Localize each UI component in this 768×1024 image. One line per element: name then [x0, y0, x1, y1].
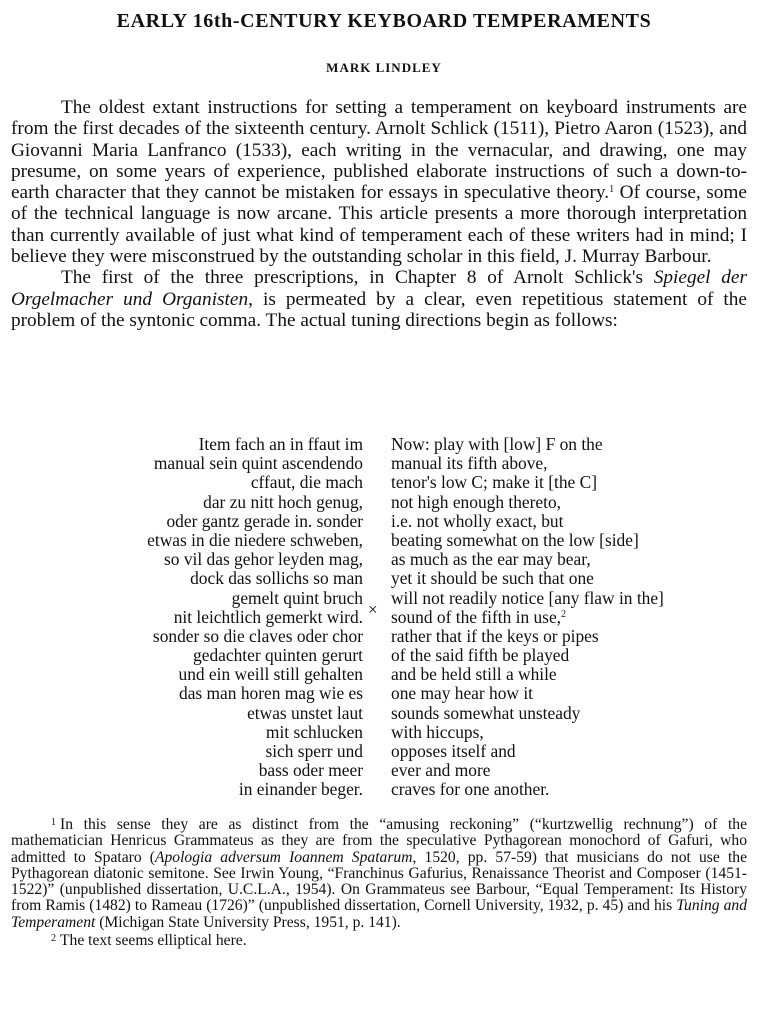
verse-english-text: beating somewhat on the low [side] [391, 529, 639, 550]
verse-english-text: not high enough thereto, [391, 491, 562, 512]
verse-row [0, 454, 768, 473]
verse-english-text: craves for one another. [391, 779, 550, 800]
verse-english-text: Now: play with [low] F on the [391, 434, 603, 454]
verse-german-line: und ein weill still gehalten [178, 664, 363, 685]
verse-row [0, 627, 768, 646]
paragraph-2 [11, 267, 747, 331]
footnote-1-number: 1 [51, 817, 56, 828]
verse-english-text: sound of the fifth in use, [391, 606, 562, 627]
footnote-1-italic-1: Apologia adversum Ioannem Spatarum [154, 848, 413, 866]
verse-english-line [391, 569, 594, 588]
verse-english-text: will not readily notice [any flaw in the] [391, 587, 664, 608]
footnote-2-number: 2 [51, 933, 56, 945]
verse-english-text: yet it should be such that one [391, 568, 594, 589]
verse-english-line [391, 435, 603, 454]
verse-english-line [391, 589, 664, 608]
verse-row [0, 493, 768, 512]
verse-english-text: i.e. not wholly exact, but [391, 510, 564, 531]
author-name: MARK LINDLEY [326, 60, 442, 75]
verse-german-line: so vil das gehor leyden mag, [164, 549, 363, 570]
paragraph-1-text-continued: Of course, some of the technical language is now arcane. This article presents a more thorough interpretation than currently available of just what kind of temperament each of these writers had in mind; I believe they were misconstrued by the outstanding scholar in this field, J. Murray Barbour. [11, 182, 747, 268]
verse-english-line [391, 723, 484, 742]
verse-english-line [391, 512, 563, 531]
verse-english-text: as much as the ear may bear, [391, 549, 591, 570]
verse-german-line: bass oder meer [258, 760, 363, 781]
verse-english-line [391, 454, 547, 473]
verse-row [0, 589, 768, 608]
verse-german-line: dock das sollichs so man [190, 568, 363, 589]
verse-english-text: opposes itself and [391, 741, 516, 761]
footnote-1-italic-2: Tuning and Temperament [11, 897, 747, 931]
footnote-2-text: The text seems elliptical here. [60, 932, 247, 950]
verse-german-line: gemelt quint bruch [231, 587, 363, 608]
footnote-1-text: In this sense they are as distinct from the “amusing reckoning” (“kurtzwellig rechnung”) of the mathematician Henricus Grammateus as they are from the speculative Pythagorean monochord of Gafuri, who admitted to Spataro ( [11, 816, 747, 866]
footnote-2 [11, 931, 747, 949]
caesura-mark: × [368, 600, 378, 619]
verse-row [0, 723, 768, 742]
paragraph-1 [11, 97, 747, 267]
verse-german-line: manual sein quint ascendendo [153, 453, 363, 474]
verse-row [0, 473, 768, 492]
verse-english-text: ever and more [391, 760, 491, 781]
footnote-ref-1[interactable]: 1 [609, 184, 615, 196]
verse-german-line: oder gantz gerade in. sonder [166, 510, 363, 531]
verse-english-line [391, 665, 557, 684]
verse-english-line [391, 761, 490, 780]
paragraph-2-text-continued: , is permeated by a clear, even repetitious statement of the problem of the syntonic comma. The actual tuning directions begin as follows: [11, 288, 747, 331]
work-title: Spiegel der Orgelmacher und Organisten [11, 267, 747, 310]
verse-english-line [391, 608, 566, 627]
verse-english-line [391, 646, 569, 665]
verse-german-line: etwas unstet laut [247, 702, 363, 723]
verse-english-line [391, 550, 591, 569]
verse-german-line: Item fach an in ffaut im [198, 434, 363, 454]
verse-row [0, 569, 768, 588]
verse-row [0, 704, 768, 723]
verse-row [0, 608, 768, 627]
footnote-1 [11, 815, 747, 931]
footnote-ref-2[interactable]: 2 [561, 608, 567, 620]
verse-english-text: one may hear how it [391, 683, 533, 704]
verse-english-text: manual its fifth above, [391, 453, 548, 474]
verse-english-text: sounds somewhat unsteady [391, 702, 581, 723]
verse-row [0, 646, 768, 665]
footnote-1-text-2: , 1520, pp. 57-59) that musicians do not use the Pythagorean diatonic semitone. See Irwin Young, “Franchinus Gafurius, Renaissance Theorist and Composer (1451-1522)” (unpublished dissertation, U.C.L.A., 1954). On Grammateus see Barbour, “Equal Temperament: Its History from Ramis (1482) to Rameau (1726)” (unpublished dissertation, Cornell University, 1932, p. 45) and his [11, 848, 747, 915]
verse-english-line [391, 704, 580, 723]
footnote-1-text-3: (Michigan State University Press, 1951, p. 141). [95, 913, 401, 931]
verse-german-line: etwas in die niedere schweben, [147, 529, 363, 550]
verse-german-line: das man horen mag wie es [179, 683, 363, 704]
page-title: EARLY 16th-CENTURY KEYBOARD TEMPERAMENTS [116, 10, 652, 32]
verse-german-line: mit schlucken [265, 721, 363, 742]
verse-row [0, 742, 768, 761]
verse-german-line: gedachter quinten gerurt [193, 645, 363, 666]
verse-row [0, 780, 768, 799]
verse-english-line [391, 493, 561, 512]
verse-english-text: of the said fifth be played [391, 645, 570, 666]
footnotes [11, 815, 747, 949]
verse-english-text: tenor's low C; make it [the C] [391, 472, 597, 493]
paragraph-2-text: The first of the three prescriptions, in Chapter 8 of Arnolt Schlick's [61, 267, 654, 289]
verse-german-line: sich sperr und [265, 741, 363, 761]
verse-english-text: and be held still a while [391, 664, 557, 685]
verse-row [0, 684, 768, 703]
paragraph-1-text: The oldest extant instructions for setting a temperament on keyboard instruments are from the first decades of the sixteenth century. Arnolt Schlick (1511), Pietro Aaron (1523), and Giovanni Maria Lanfranco (1533), each writing in the vernacular, and drawing, one may presume, on some years of experience, published elaborate instructions of such a down-to-earth character that they cannot be mistaken for essays in speculative theory. [11, 97, 747, 204]
verse-row [0, 550, 768, 569]
verse-english-line [391, 684, 533, 703]
verse-english-line [391, 780, 549, 799]
verse-english-text: with hiccups, [391, 721, 484, 742]
verse-row [0, 761, 768, 780]
verse-german-line: dar zu nitt hoch genug, [203, 491, 363, 512]
verse-row [0, 665, 768, 684]
verse-german-line: sonder so die claves oder chor [152, 625, 363, 646]
verse-german-line: nit leichtlich gemerkt wird. [173, 606, 363, 627]
verse-german-line: cffaut, die mach [250, 472, 363, 493]
verse-german-line: in einander beger. [238, 779, 363, 800]
verse-english-text: rather that if the keys or pipes [391, 625, 599, 646]
verse-translation [0, 435, 768, 800]
verse-english-line [391, 627, 599, 646]
verse-row [0, 512, 768, 531]
verse-row [0, 435, 768, 454]
article-body [11, 97, 747, 331]
verse-english-line [391, 742, 516, 761]
verse-english-line [391, 473, 597, 492]
verse-english-line [391, 531, 639, 550]
verse-row [0, 531, 768, 550]
